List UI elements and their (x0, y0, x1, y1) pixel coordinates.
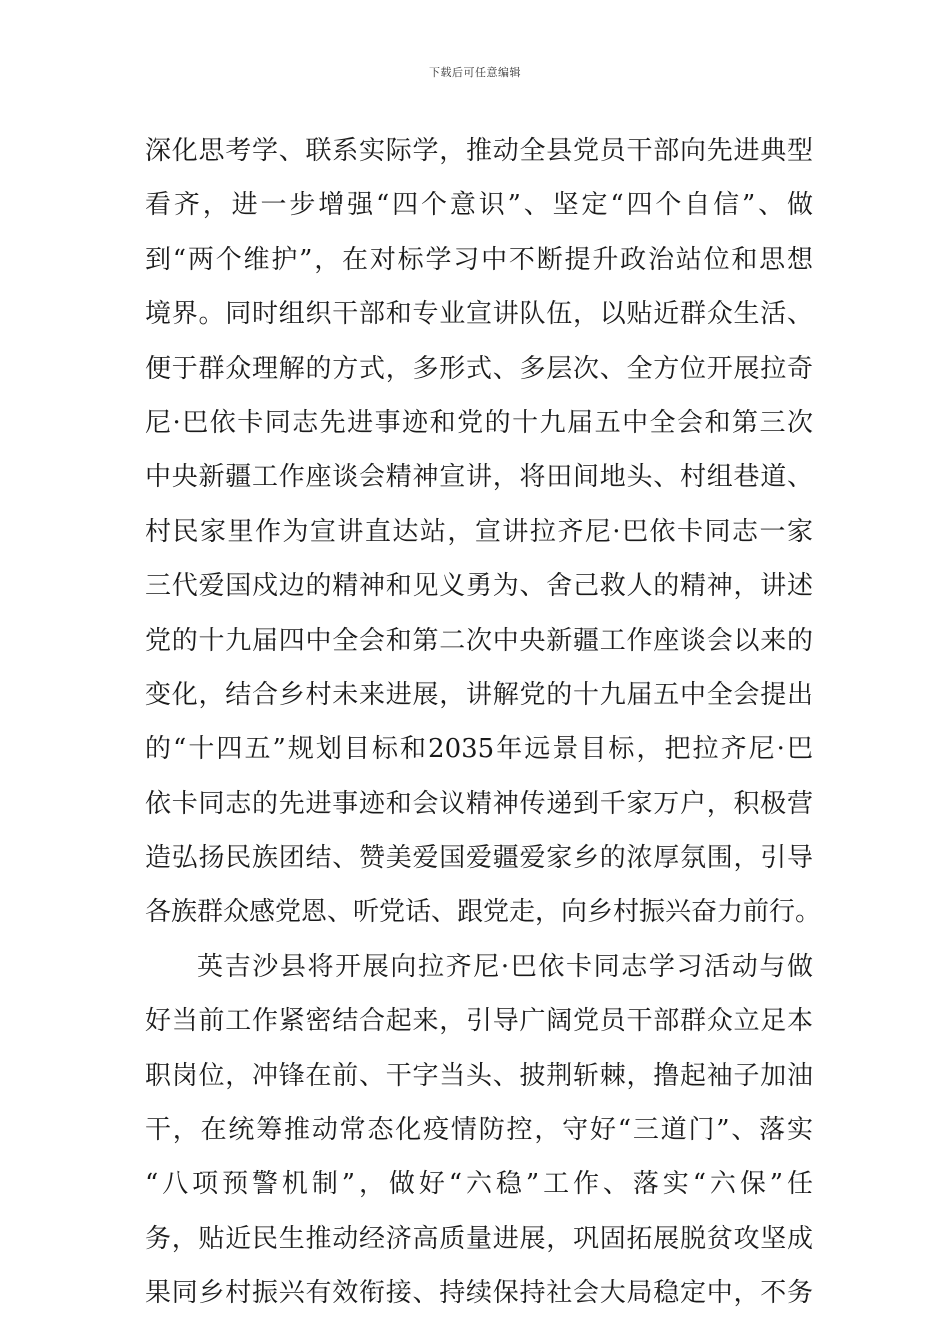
paragraph-line: 中央新疆工作座谈会精神宣讲，将田间地头、村组巷道、 (145, 462, 813, 493)
paragraph-line: 依卡同志的先进事迹和会议精神传递到千家万户，积极营 (145, 788, 813, 819)
paragraph-line: 到“两个维护”，在对标学习中不断提升政治站位和思想 (145, 244, 813, 275)
paragraph-line: 职岗位，冲锋在前、干字当头、披荆斩棘，撸起袖子加油 (145, 1060, 813, 1091)
paragraph-line: 尼·巴依卡同志先进事迹和党的十九届五中全会和第三次 (145, 407, 813, 438)
paragraph-line: 务，贴近民生推动经济高质量进展，巩固拓展脱贫攻坚成 (145, 1223, 813, 1254)
header-note: 下载后可任意编辑 (429, 66, 521, 79)
paragraph-line: 各族群众感党恩、听党话、跟党走，向乡村振兴奋力前行。 (145, 897, 822, 928)
paragraph-line: 党的十九届四中全会和第二次中央新疆工作座谈会以来的 (145, 625, 813, 656)
paragraph-line: 看齐，进一步增强“四个意识”、坚定“四个自信”、做 (145, 190, 813, 221)
paragraph-line: “八项预警机制”，做好“六稳”工作、落实“六保”任 (145, 1169, 813, 1200)
document-body (145, 124, 822, 1321)
paragraph-line: 变化，结合乡村未来进展，讲解党的十九届五中全会提出 (145, 679, 813, 710)
paragraph-line: 村民家里作为宣讲直达站，宣讲拉齐尼·巴依卡同志一家 (145, 516, 813, 547)
paragraph-line: 的“十四五”规划目标和2035年远景目标，把拉齐尼·巴 (145, 734, 813, 765)
paragraph-line: 深化思考学、联系实际学，推动全县党员干部向先进典型 (145, 136, 813, 166)
paragraph-line: 果同乡村振兴有效衔接、持续保持社会大局稳定中，不务 (145, 1278, 813, 1309)
paragraph-line: 英吉沙县将开展向拉齐尼·巴依卡同志学习活动与做 (197, 951, 813, 982)
paragraph-line: 便于群众理解的方式，多形式、多层次、全方位开展拉奇 (145, 353, 813, 384)
paragraph-line: 好当前工作紧密结合起来，引导广阔党员干部群众立足本 (145, 1006, 813, 1037)
paragraph-line: 干，在统筹推动常态化疫情防控，守好“三道门”、落实 (145, 1115, 813, 1146)
paragraph-line: 三代爱国戍边的精神和见义勇为、舍己救人的精神，讲述 (145, 571, 813, 602)
paragraph-line: 境界。同时组织干部和专业宣讲队伍，以贴近群众生活、 (145, 299, 813, 330)
paragraph-line: 造弘扬民族团结、赞美爱国爱疆爱家乡的浓厚氛围，引导 (145, 843, 813, 874)
